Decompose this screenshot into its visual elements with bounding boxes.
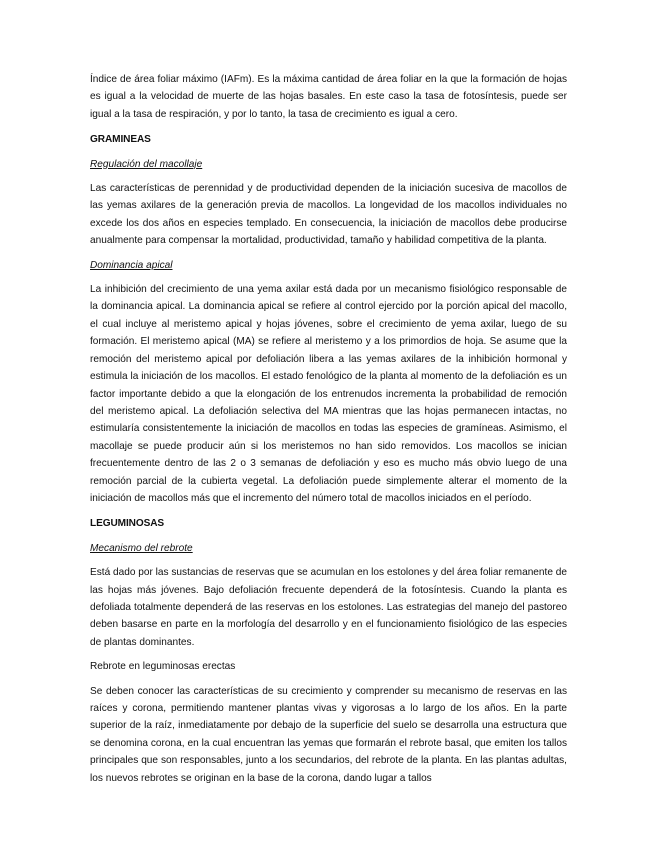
heading-rebrote-leguminosas-erectas: Rebrote en leguminosas erectas [90,661,236,673]
heading-leguminosas: LEGUMINOSAS [90,518,165,530]
paragraph-macollaje: Las características de perennidad y de productividad dependen de la iniciación sucesiva de macollos de las yemas axilares de la generación previa de macollos. La longevidad de los macollos individuales no excede los dos años en especies templado. En consecuencia, la iniciación de macollos debe producirse anualmente para compensar la mortalidad, productividad, tamaño y habilidad competitiva de la planta. [90,183,567,247]
paragraph-dominancia-apical: La inhibición del crecimiento de una yema axilar está dada por un mecanismo fisiológico responsable de la dominancia apical. La dominancia apical se refiere al control ejercido por la porción apical del macollo, el cual incluye al meristemo apical y hojas jóvenes, sobre el crecimiento de yema axilar, luego de su formación. El meristemo apical (MA) se refiere al meristemo y a los primordios de hoja. Se asume que la remoción del meristemo apical por defoliación libera a las yemas axilares de la inhibición hormonal y estimula la iniciación de los macollos. El estado fenológico de la planta al momento de la defoliación es un factor importante debido a que la elongación de los entrenudos incrementa la probabilidad de remoción del meristemo apical. La defoliación selectiva del MA mientras que las hojas permanecen intactas, no estimularía consistentemente la iniciación de macollos en todas las especies de gramíneas. Asimismo, el macollaje se puede producir aún si los meristemos no han sido removidos. Los macollos se inician frecuentemente dentro de las 2 o 3 semanas de defoliación y eso es mucho más obvio luego de una remoción parcial de la cubierta vegetal. La defoliación puede simplemente alterar el momento de la iniciación de macollos más que el incremento del número total de macollos iniciados en el período. [90,284,567,504]
subheading-dominancia-apical: Dominancia apical [90,259,173,271]
paragraph-mecanismo-rebrote: Está dado por las sustancias de reservas que se acumulan en los estolones y del área foliar remanente de las hojas más jóvenes. Bajo defoliación frecuente dependerá de la fotosíntesis. Cuando la planta es defoliada totalmente dependerá de las reservas en los estolones. Las estrategias del manejo del pastoreo deben basarse en parte en la morfología del desarrollo y en el funcionamiento fisiológico de las especies de plantas dominantes. [90,567,567,648]
subheading-regulacion-macollaje: Regulación del macollaje [90,158,203,170]
subheading-mecanismo-rebrote: Mecanismo del rebrote [90,542,193,554]
paragraph-iafm: Índice de área foliar máximo (IAFm). Es la máxima cantidad de área foliar en la que la formación de hojas es igual a la velocidad de muerte de las hojas basales. En este caso la tasa de fotosíntesis, puede ser igual a la tasa de respiración, y por lo tanto, la tasa de crecimiento es igual a cero. [90,74,567,120]
paragraph-rebrote-erectas: Se deben conocer las características de su crecimiento y comprender su mecanismo de reservas en las raíces y corona, permitiendo mantener plantas vivas y vigorosas a lo largo de los años. En la parte superior de la raíz, inmediatamente por debajo de la superficie del suelo se desarrolla una estructura que se denomina corona, en la cual encuentran las yemas que formarán el rebrote basal, que emiten los tallos principales que son responsables, junto a los secundarios, del rebrote de la planta. En las plantas adultas, los nuevos rebrotes se originan en la base de la corona, dando lugar a tallos [90,685,567,784]
heading-gramineas: GRAMINEAS [90,134,151,146]
